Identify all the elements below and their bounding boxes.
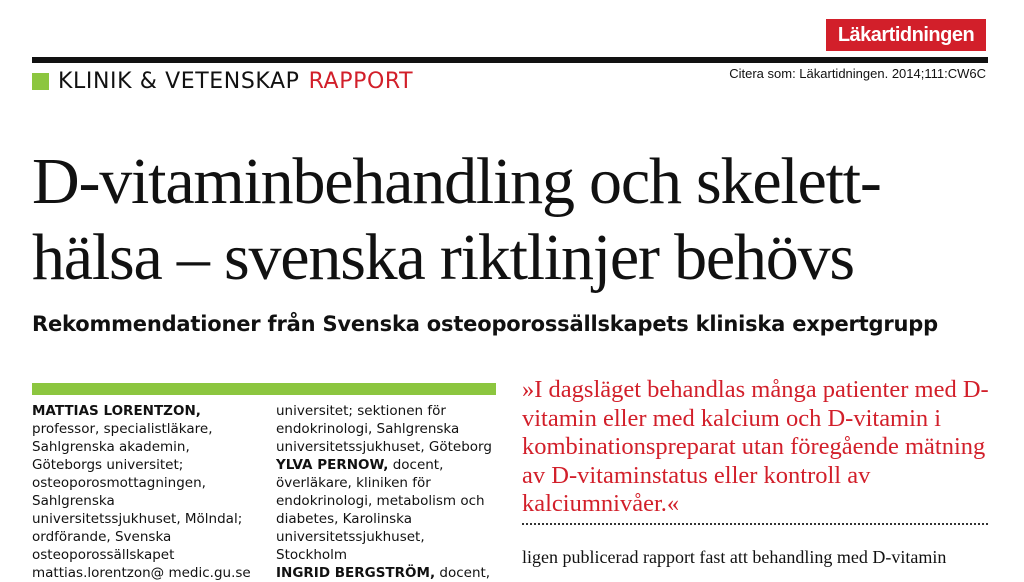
masthead-rule [32,57,988,63]
pull-quote: »I dagsläget behandlas många patienter med D-vitamin eller med kalcium och D-vitamin i kombinationspreparat utan föregående mätning av D-vitaminstatus eller kontroll av kalciumnivåer.« [522,376,989,517]
section-type: RAPPORT [308,68,414,94]
section-name: KLINIK & VETENSKAP [58,68,300,94]
article-headline [32,144,1012,296]
author-entry [32,402,252,582]
author-entry [276,456,496,564]
author-affiliation: docent, överläkare, kliniken för endokrinologi, metabolism och diabetes, Karolinska universitetssjukhuset, Stockholm [276,457,485,563]
headline-line-2: hälsa – svenska riktlinjer behövs [32,221,854,294]
citation: Citera som: Läkartidningen. 2014;111:CW6C [729,66,986,81]
body-text: ligen publicerad rapport fast att behandling med D-vitamin [522,547,947,567]
article-subheadline: Rekommendationer från Svenska osteoporossällskapets kliniska expertgrupp [32,312,938,336]
author-entry [276,564,496,582]
headline-line-1: D-vitaminbehandling och skelett- [32,145,881,218]
author-name: YLVA PERNOW, [276,457,389,473]
section-square-icon [32,73,49,90]
section-label [32,68,413,94]
author-name: INGRID BERGSTRÖM, [276,565,436,581]
author-affiliation: professor, specialistläkare, Sahlgrenska akademin, Göteborgs universitet; osteoporosmottagningen, Sahlgrenska universitetssjukhuset, Mölndal; ordförande, Svenska osteoporossällskapet mattias.lorentzon@ medic.gu.se [32,421,251,581]
author-column-2 [276,402,496,582]
author-name: MATTIAS LORENTZON, [32,403,201,419]
pull-quote-divider [522,523,988,525]
author-column-bar [32,383,496,395]
author-column-1 [32,402,252,582]
author-affiliation: docent, [435,565,491,581]
author-affiliation-continued: universitet; sektionen för endokrinologi, Sahlgrenska universitetssjukhuset, Göteborg [276,403,492,455]
publication-logo[interactable]: Läkartidningen [826,19,986,51]
